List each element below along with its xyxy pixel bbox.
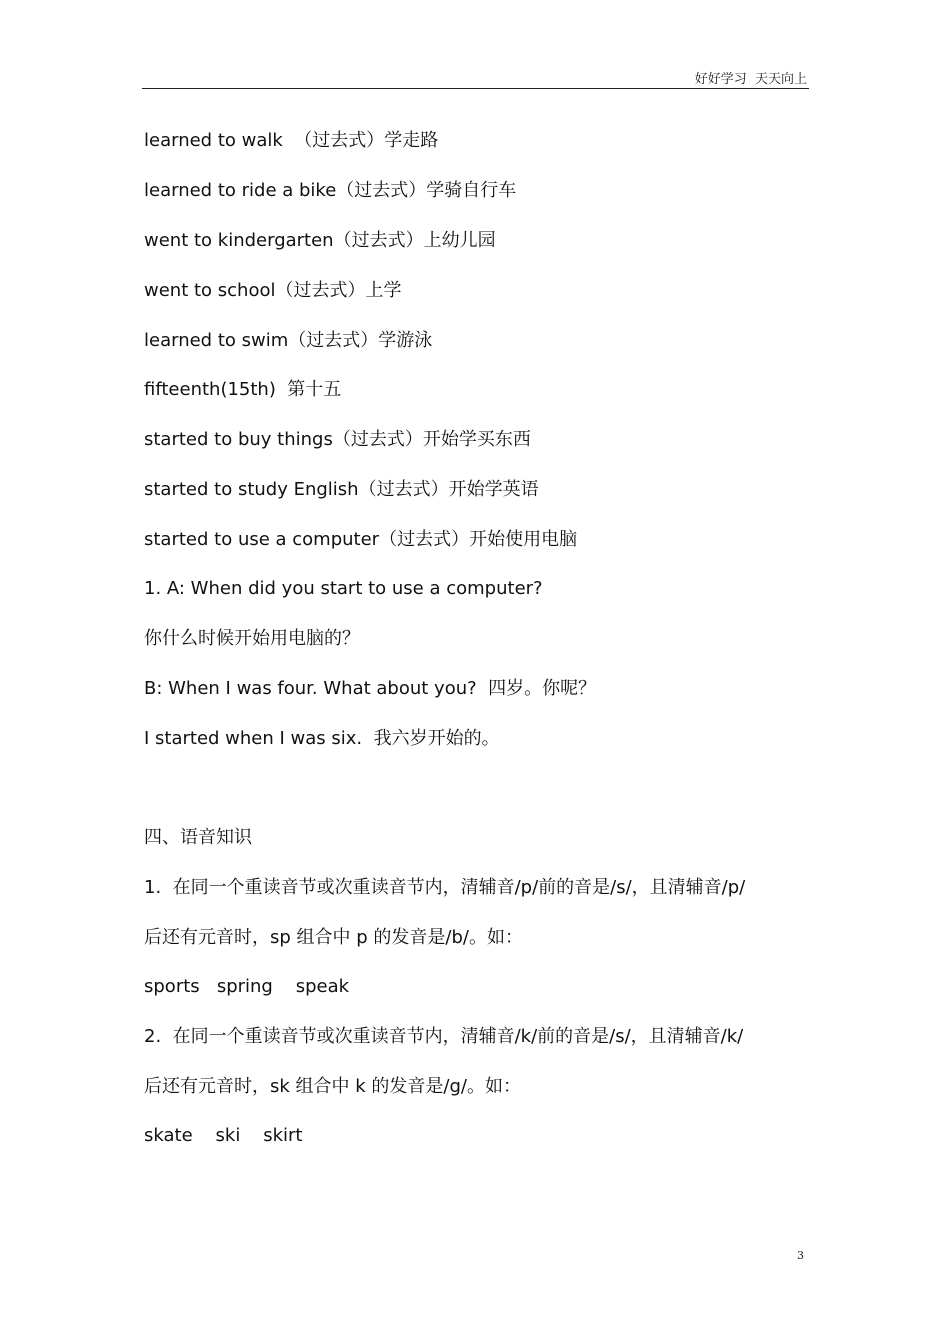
vocab-item: learned to walk （过去式）学走路 (144, 130, 439, 151)
rule-1-text: 1. 在同一个重读音节或次重读音节内，清辅音/p/前的音是/s/，且清辅音/p/ (144, 877, 746, 898)
dialogue-question: 1. A: When did you start to use a computer? (144, 578, 543, 599)
vocab-item: started to buy things（过去式）开始学买东西 (144, 429, 531, 450)
header-motto: 好好学习 天天向上 (694, 72, 807, 87)
dialogue-answer: B: When I was four. What about you? 四岁。你呢？ (144, 678, 597, 699)
dialogue-reply: I started when I was six. 我六岁开始的。 (144, 728, 500, 749)
rule-1-examples: sports spring speak (144, 976, 350, 997)
vocab-item: started to study English（过去式）开始学英语 (144, 479, 539, 500)
dialogue-question-translation: 你什么时候开始用电脑的？ (144, 628, 360, 649)
header-divider (142, 88, 809, 89)
vocab-item: started to use a computer（过去式）开始使用电脑 (144, 529, 578, 550)
page-number: 3 (797, 1249, 804, 1262)
vocab-item: fifteenth(15th) 第十五 (144, 379, 342, 400)
rule-2-text: 2. 在同一个重读音节或次重读音节内，清辅音/k/前的音是/s/，且清辅音/k/ (144, 1026, 744, 1047)
vocab-item: went to school（过去式）上学 (144, 280, 402, 301)
rule-2-examples: skate ski skirt (144, 1125, 303, 1146)
vocab-item: learned to ride a bike（过去式）学骑自行车 (144, 180, 517, 201)
rule-2-text-continued: 后还有元音时，sk 组合中 k 的发音是/g/。如： (144, 1076, 521, 1097)
vocab-item: learned to swim（过去式）学游泳 (144, 330, 433, 351)
rule-1-text-continued: 后还有元音时，sp 组合中 p 的发音是/b/。如： (144, 927, 523, 948)
vocab-item: went to kindergarten（过去式）上幼儿园 (144, 230, 496, 251)
section-heading: 四、语音知识 (144, 827, 252, 848)
